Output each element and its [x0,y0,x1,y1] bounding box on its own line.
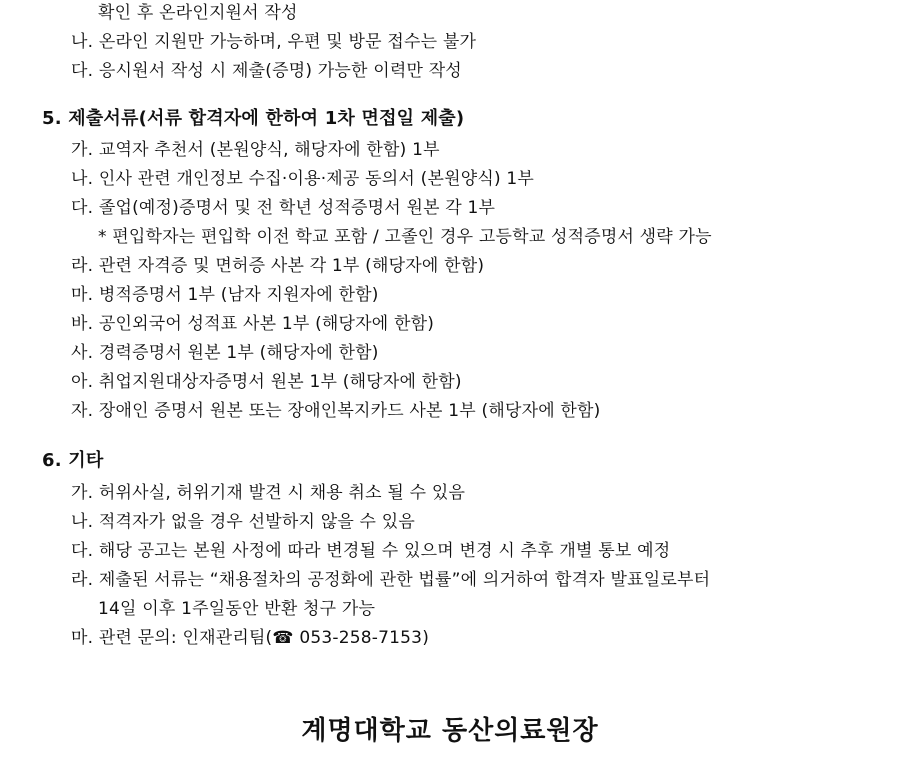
list-item: 나. 적격자가 없을 경우 선발하지 않을 수 있음 [71,512,416,532]
note-text: * 편입학자는 편입학 이전 학교 포함 / 고졸인 경우 고등학교 성적증명서 생략 가능 [98,227,712,247]
list-item: 사. 경력증명서 원본 1부 (해당자에 한함) [71,343,379,363]
issuer-signature: 계명대학교 동산의료원장 [301,716,599,746]
section-heading-5: 5. 제출서류(서류 합격자에 한하여 1차 면접일 제출) [42,108,465,129]
contact-line: 마. 관련 문의: 인재관리팀(☎ 053-258-7153) [71,628,430,648]
list-item: 가. 교역자 추천서 (본원양식, 해당자에 한함) 1부 [71,140,440,160]
list-item: 마. 병적증명서 1부 (남자 지원자에 한함) [71,285,379,305]
list-item: 바. 공인외국어 성적표 사본 1부 (해당자에 한함) [71,314,435,334]
list-item: 가. 허위사실, 허위기재 발견 시 채용 취소 될 수 있음 [71,483,466,503]
section-heading-6: 6. 기타 [42,450,104,471]
list-item: 라. 관련 자격증 및 면허증 사본 각 1부 (해당자에 한함) [71,256,485,276]
list-item: 다. 해당 공고는 본원 사정에 따라 변경될 수 있으며 변경 시 추후 개별 통보 예정 [71,541,671,561]
list-item: 다. 졸업(예정)증명서 및 전 학년 성적증명서 원본 각 1부 [71,198,496,218]
list-item: 아. 취업지원대상자증명서 원본 1부 (해당자에 한함) [71,372,462,392]
list-item: 나. 인사 관련 개인정보 수집·이용·제공 동의서 (본원양식) 1부 [71,169,535,189]
list-item-continuation: 14일 이후 1주일동안 반환 청구 가능 [98,599,376,619]
list-item: 자. 장애인 증명서 원본 또는 장애인복지카드 사본 1부 (해당자에 한함) [71,401,601,421]
list-item: 다. 응시원서 작성 시 제출(증명) 가능한 이력만 작성 [71,61,462,81]
list-item: 나. 온라인 지원만 가능하며, 우편 및 방문 접수는 불가 [71,32,477,52]
list-item-continuation: 확인 후 온라인지원서 작성 [98,3,298,23]
list-item: 라. 제출된 서류는 “채용절차의 공정화에 관한 법률”에 의거하여 합격자 발표일로부터 [71,570,711,590]
